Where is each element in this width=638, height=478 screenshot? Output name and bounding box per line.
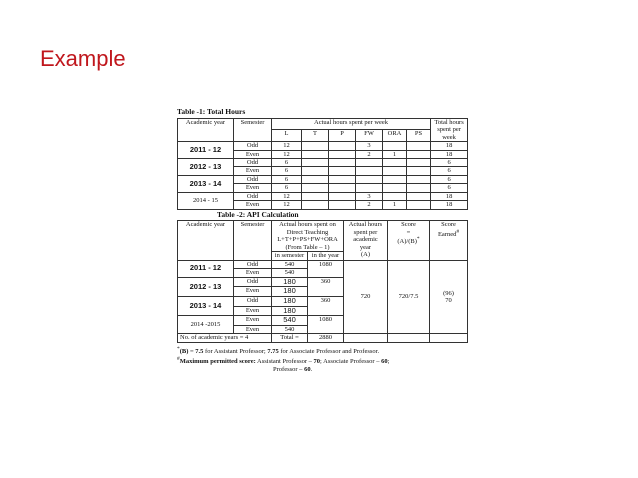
table2-caption: Table -2: API Calculation [217, 209, 299, 219]
t2-semester-cell: Odd [234, 260, 272, 268]
t2-in-semester-cell: 180 [272, 277, 308, 287]
t1-hours-cell [302, 150, 329, 158]
footnote-mark: * [177, 345, 180, 352]
t2-header-in-year: in the year [308, 252, 344, 260]
document-image [177, 108, 467, 374]
footnote-professor [177, 366, 467, 374]
t2-semester-cell: Even [234, 316, 272, 326]
t1-total-cell: 6 [431, 175, 468, 183]
footnote-value: 7.75 [267, 347, 279, 355]
t2-semester-cell: Even [234, 325, 272, 333]
t1-hours-cell: 6 [272, 158, 302, 166]
t1-total-cell: 18 [431, 142, 468, 150]
t2-year-cell: 2011 - 12 [178, 260, 234, 277]
t2-earned-line: Score [441, 221, 456, 229]
t1-hours-cell [356, 167, 383, 175]
t2-semester-cell: Odd [234, 277, 272, 287]
t1-hours-cell [356, 175, 383, 183]
t2-earned-value: (96) [443, 289, 454, 297]
t1-semester-cell: Even [234, 150, 272, 158]
table2-api-calculation [177, 220, 468, 342]
t1-hours-cell [407, 167, 431, 175]
table-row [178, 158, 468, 166]
t2-semester-cell: Even [234, 269, 272, 277]
t1-subheader: T [302, 130, 329, 142]
t1-total-cell: 6 [431, 184, 468, 192]
t1-hours-cell: 12 [272, 201, 302, 209]
t2-in-semester-cell: 180 [272, 296, 308, 306]
t1-hours-cell [383, 167, 407, 175]
t1-subheader: ORA [383, 130, 407, 142]
t1-hours-cell [407, 158, 431, 166]
t1-hours-cell: 12 [272, 150, 302, 158]
t2-ah-line: academic [353, 236, 378, 244]
t1-hours-cell [407, 175, 431, 183]
t1-total-cell: 18 [431, 150, 468, 158]
t1-hours-cell [302, 142, 329, 150]
footnote-text: ; Associate Professor – [320, 358, 382, 366]
t1-hours-cell: 3 [356, 142, 383, 150]
t1-hours-cell [329, 167, 356, 175]
t1-hours-cell [329, 158, 356, 166]
t2-year-cell: 2012 - 13 [178, 277, 234, 296]
t2-in-year-cell: 360 [308, 296, 344, 315]
footnotes [177, 346, 467, 375]
table-row [178, 142, 468, 150]
t2-ah-line: year [359, 243, 372, 251]
t2-semester-cell: Even [234, 306, 272, 316]
footnote-text: for Assistant Professor; [203, 347, 268, 355]
table-row [178, 192, 468, 200]
t2-header-earned [430, 221, 468, 260]
t1-hours-cell: 1 [383, 201, 407, 209]
t1-hours-cell [356, 158, 383, 166]
t1-total-cell: 18 [431, 201, 468, 209]
table1-total-hours [177, 118, 468, 210]
slide-title: Example [40, 46, 126, 71]
t2-header-score [388, 221, 430, 260]
t1-hours-cell [302, 192, 329, 200]
t2-actual-hours-cell: 720 [344, 260, 388, 334]
t1-hours-cell [383, 192, 407, 200]
t2-ah-line: (A) [360, 251, 371, 259]
t2-ah-line: Actual hours [348, 221, 383, 229]
footnote-mark: # [177, 356, 180, 363]
t1-semester-cell: Odd [234, 175, 272, 183]
t1-hours-cell [383, 175, 407, 183]
t1-hours-cell [302, 184, 329, 192]
t1-hours-cell [302, 201, 329, 209]
t2-earned-cell [430, 260, 468, 334]
t1-semester-cell: Odd [234, 158, 272, 166]
t1-subheader: FW [356, 130, 383, 142]
t1-total-cell: 6 [431, 167, 468, 175]
t1-hours-cell: 2 [356, 201, 383, 209]
t2-in-semester-cell: 180 [272, 306, 308, 316]
t1-hours-cell [383, 158, 407, 166]
footnote-text: . [310, 366, 313, 374]
t1-hours-cell: 12 [272, 192, 302, 200]
t1-semester-cell: Odd [234, 192, 272, 200]
footnote-text: ; [387, 358, 390, 366]
t1-hours-cell [407, 192, 431, 200]
t1-hours-cell [302, 167, 329, 175]
t2-ah-line: spent per [353, 228, 378, 236]
footnote-value: 60 [381, 358, 388, 366]
t1-hours-cell [302, 158, 329, 166]
t2-semester-cell: Even [234, 287, 272, 297]
footnote-b-label: (B) [179, 347, 189, 355]
t1-hours-cell: 3 [356, 192, 383, 200]
t2-header-actual-hours [344, 221, 388, 260]
t2-semester-cell: Odd [234, 296, 272, 306]
t2-in-semester-cell: 540 [272, 269, 308, 277]
footnote-value: 7.5 [195, 347, 204, 355]
t2-dt-line: (From Table – 1) [285, 243, 330, 251]
t2-footer-total-label: Total = [272, 334, 308, 342]
t1-semester-cell: Odd [234, 142, 272, 150]
t2-dt-line: Direct Teaching [286, 228, 329, 236]
t2-earned-sup: # [456, 228, 460, 235]
t2-in-year-cell: 360 [308, 277, 344, 296]
t1-hours-cell [302, 175, 329, 183]
t2-in-year-cell: 1080 [308, 260, 344, 277]
t1-hours-cell: 6 [272, 184, 302, 192]
t1-year-cell: 2013 - 14 [178, 175, 234, 192]
t2-dt-line: L+T+P+PS+FW+ORA [277, 236, 338, 244]
t2-score-line: (A)/(B) [397, 238, 417, 246]
t1-hours-cell [407, 142, 431, 150]
t1-hours-cell [383, 142, 407, 150]
t1-header-semester: Semester [234, 118, 272, 141]
t1-hours-cell [329, 201, 356, 209]
t2-header-direct-teaching [272, 221, 344, 252]
table-row [178, 260, 468, 268]
t2-score-line: = [406, 228, 411, 236]
t2-footer-total-value: 2880 [308, 334, 344, 342]
t1-subheader: P [329, 130, 356, 142]
t1-hours-cell [329, 192, 356, 200]
t1-hours-cell [407, 150, 431, 158]
t1-hours-cell [329, 142, 356, 150]
t1-hours-cell [407, 201, 431, 209]
t2-year-cell: 2013 - 14 [178, 296, 234, 315]
t2-header-in-semester: in semester [272, 252, 308, 260]
t1-hours-cell: 12 [272, 142, 302, 150]
t1-hours-cell [329, 150, 356, 158]
t2-footer-row [178, 334, 468, 342]
t1-semester-cell: Even [234, 201, 272, 209]
t1-subheader: PS [407, 130, 431, 142]
t2-score-line: Score [401, 221, 416, 229]
t1-hours-cell: 6 [272, 175, 302, 183]
t2-header-semester: Semester [234, 221, 272, 260]
footnote-text: Assistant Professor – [255, 358, 314, 366]
t2-header-academic-year: Academic year [178, 221, 234, 260]
t1-header-total-hours: Total hours spent per week [431, 118, 468, 141]
t1-semester-cell: Even [234, 184, 272, 192]
footnote-text: for Associate Professor and Professor. [278, 347, 380, 355]
t1-year-cell: 2014 - 15 [178, 192, 234, 209]
t1-hours-cell: 1 [383, 150, 407, 158]
t2-score-sup: * [416, 236, 420, 243]
footnote-max-label: Maximum permitted score: [179, 358, 256, 366]
table-row [178, 175, 468, 183]
t2-in-year-cell: 1080 [308, 316, 344, 334]
t1-year-cell: 2011 - 12 [178, 142, 234, 159]
t2-in-semester-cell: 540 [272, 260, 308, 268]
t1-hours-cell [407, 184, 431, 192]
t2-score-cell: 720/7.5 [388, 260, 430, 334]
t1-total-cell: 6 [431, 158, 468, 166]
t1-subheader: L [272, 130, 302, 142]
footnote-text: Professor – [273, 366, 305, 374]
t2-year-cell: 2014 -2015 [178, 316, 234, 334]
footnote-value: 60 [304, 366, 311, 374]
t1-total-cell: 18 [431, 192, 468, 200]
t2-in-semester-cell: 540 [272, 316, 308, 326]
t1-year-cell: 2012 - 13 [178, 158, 234, 175]
table1-caption: Table -1: Total Hours [177, 107, 246, 116]
t1-semester-cell: Even [234, 167, 272, 175]
t2-in-semester-cell: 540 [272, 325, 308, 333]
t1-hours-cell [329, 184, 356, 192]
footnote-b [177, 346, 467, 356]
t1-header-academic-year: Academic year [178, 118, 234, 141]
t1-hours-cell [356, 184, 383, 192]
footnote-max-score [177, 356, 467, 366]
t1-hours-cell [383, 184, 407, 192]
t1-hours-cell: 6 [272, 167, 302, 175]
t2-dt-line: Actual hours spent on [279, 221, 336, 229]
t2-earned-line: Earned [437, 231, 457, 239]
t1-hours-cell [329, 175, 356, 183]
footnote-value: 70 [313, 358, 321, 366]
t2-footer-label: No. of academic years = 4 [178, 334, 272, 342]
t1-header-actual-hours: Actual hours spent per week [272, 118, 431, 130]
t2-earned-value: 70 [445, 297, 452, 305]
t2-in-semester-cell: 180 [272, 287, 308, 297]
footnote-text: = [188, 347, 196, 355]
t1-hours-cell: 2 [356, 150, 383, 158]
